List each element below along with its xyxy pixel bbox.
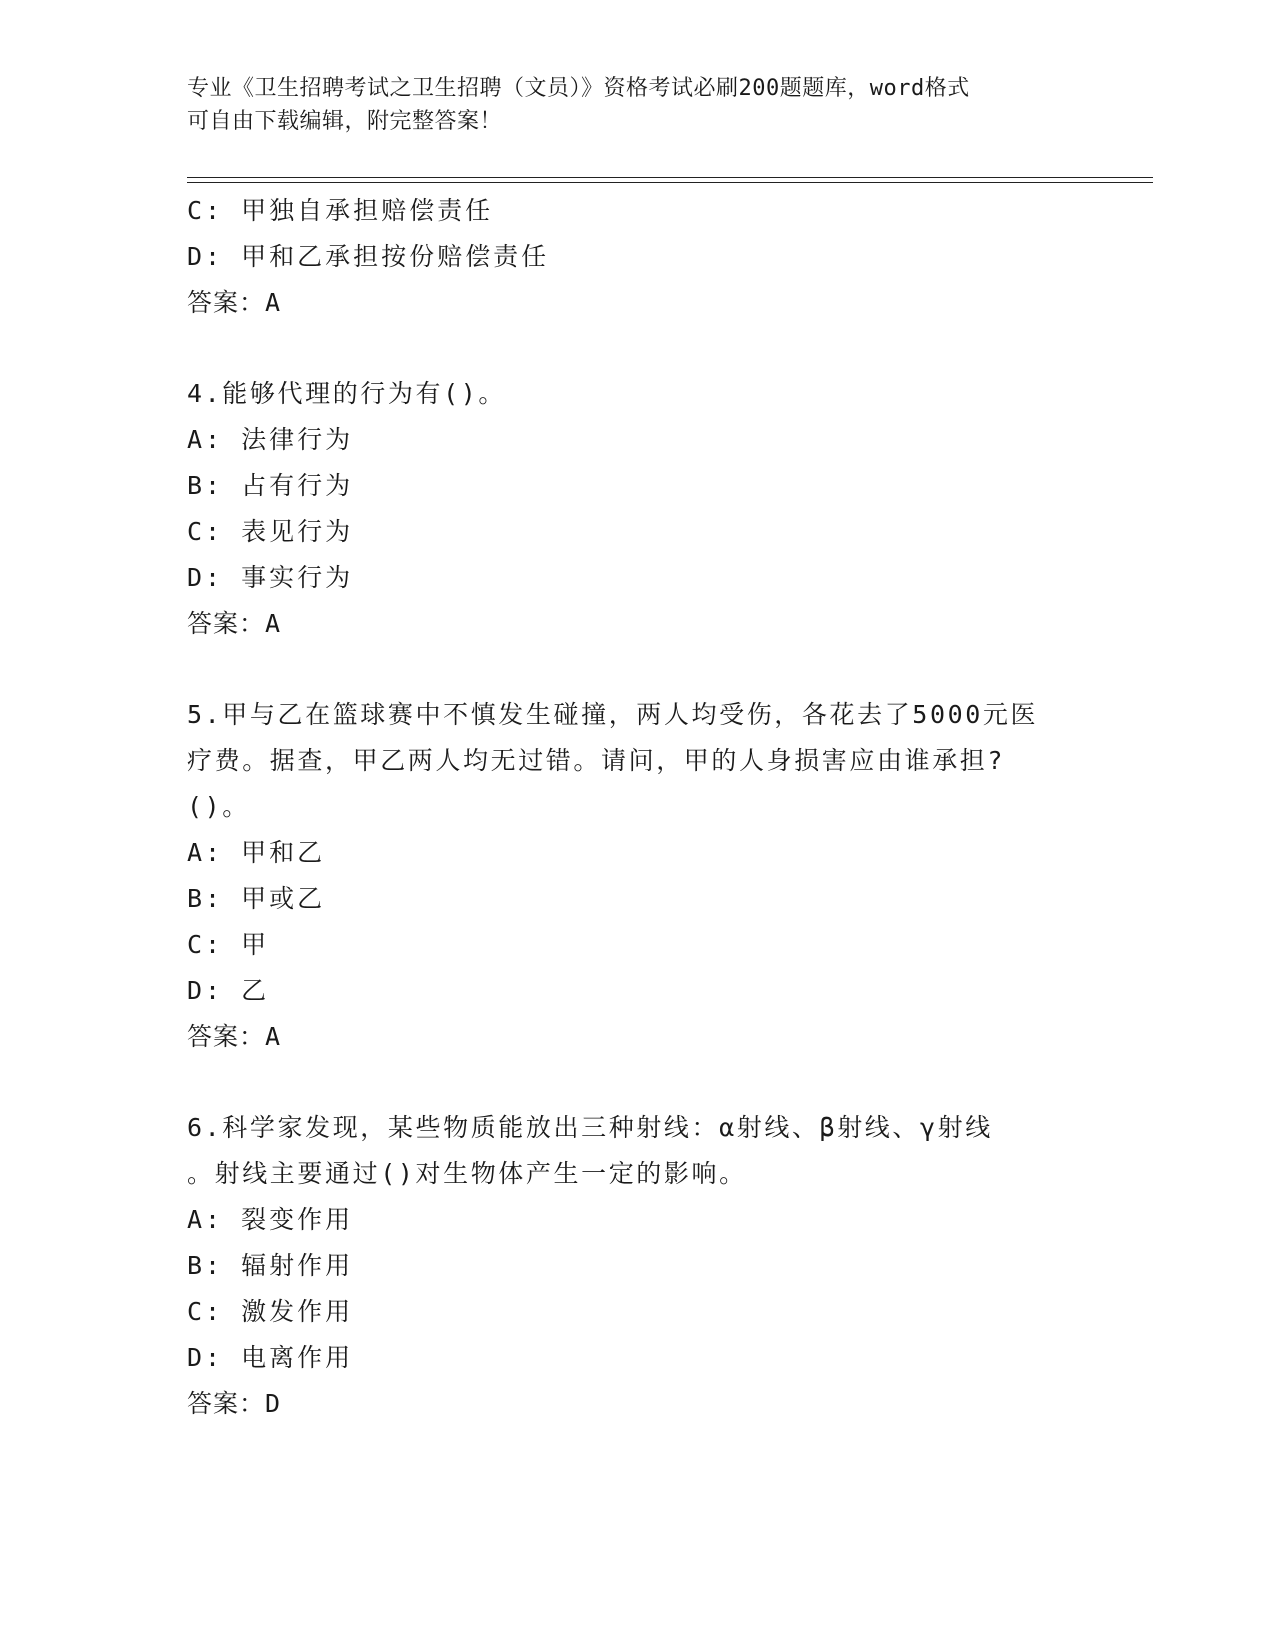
option-d: D: 电离作用: [187, 1343, 354, 1372]
spacer: [187, 326, 1087, 371]
question-stem-line-1: 5.甲与乙在篮球赛中不慎发生碰撞，两人均受伤，各花去了5000元医: [187, 700, 1039, 729]
question-stem-line-1: 6.科学家发现，某些物质能放出三种射线：α射线、β射线、γ射线: [187, 1113, 993, 1142]
option-a: A: 甲和乙: [187, 838, 326, 867]
document-header: [187, 72, 1087, 138]
question-stem: 4.能够代理的行为有()。: [187, 379, 507, 408]
option-d: D: 甲和乙承担按份赔偿责任: [187, 242, 550, 271]
question-6: [187, 1105, 1087, 1427]
answer-label: 答案：: [187, 288, 266, 317]
spacer: [187, 647, 1087, 692]
question-stem-line-2: 。射线主要通过()对生物体产生一定的影响。: [187, 1159, 747, 1188]
option-b: B: 甲或乙: [187, 884, 326, 913]
question-3-continued: [187, 188, 1087, 326]
answer-label: 答案：: [187, 609, 266, 638]
question-stem-line-3: ()。: [187, 792, 250, 821]
answer-value: D: [265, 1389, 282, 1418]
answer-label: 答案：: [187, 1022, 266, 1051]
option-d: D: 事实行为: [187, 563, 354, 592]
header-divider-top: [187, 177, 1153, 178]
question-list: [187, 188, 1087, 1427]
option-b: B: 占有行为: [187, 471, 354, 500]
option-c: C: 甲: [187, 930, 270, 959]
answer-value: A: [265, 1022, 282, 1051]
header-title-line-2: 可自由下载编辑，附完整答案！: [187, 109, 503, 134]
option-a: A: 法律行为: [187, 425, 354, 454]
spacer: [187, 1060, 1087, 1105]
answer-value: A: [265, 288, 282, 317]
option-d: D: 乙: [187, 976, 270, 1005]
question-stem-line-2: 疗费。据查，甲乙两人均无过错。请问，甲的人身损害应由谁承担?: [187, 746, 1006, 775]
option-c: C: 表见行为: [187, 517, 354, 546]
header-divider-bottom: [187, 182, 1153, 183]
answer-line: [187, 1381, 1087, 1427]
option-c: C: 激发作用: [187, 1297, 354, 1326]
question-4: [187, 371, 1087, 647]
answer-line: [187, 1014, 1087, 1060]
answer-line: [187, 280, 1087, 326]
option-b: B: 辐射作用: [187, 1251, 354, 1280]
question-5: [187, 692, 1087, 1060]
option-c: C: 甲独自承担赔偿责任: [187, 196, 494, 225]
answer-line: [187, 601, 1087, 647]
header-title-line-1: 专业《卫生招聘考试之卫生招聘（文员）》资格考试必刷200题题库，word格式: [187, 76, 970, 101]
answer-value: A: [265, 609, 282, 638]
answer-label: 答案：: [187, 1389, 266, 1418]
option-a: A: 裂变作用: [187, 1205, 354, 1234]
